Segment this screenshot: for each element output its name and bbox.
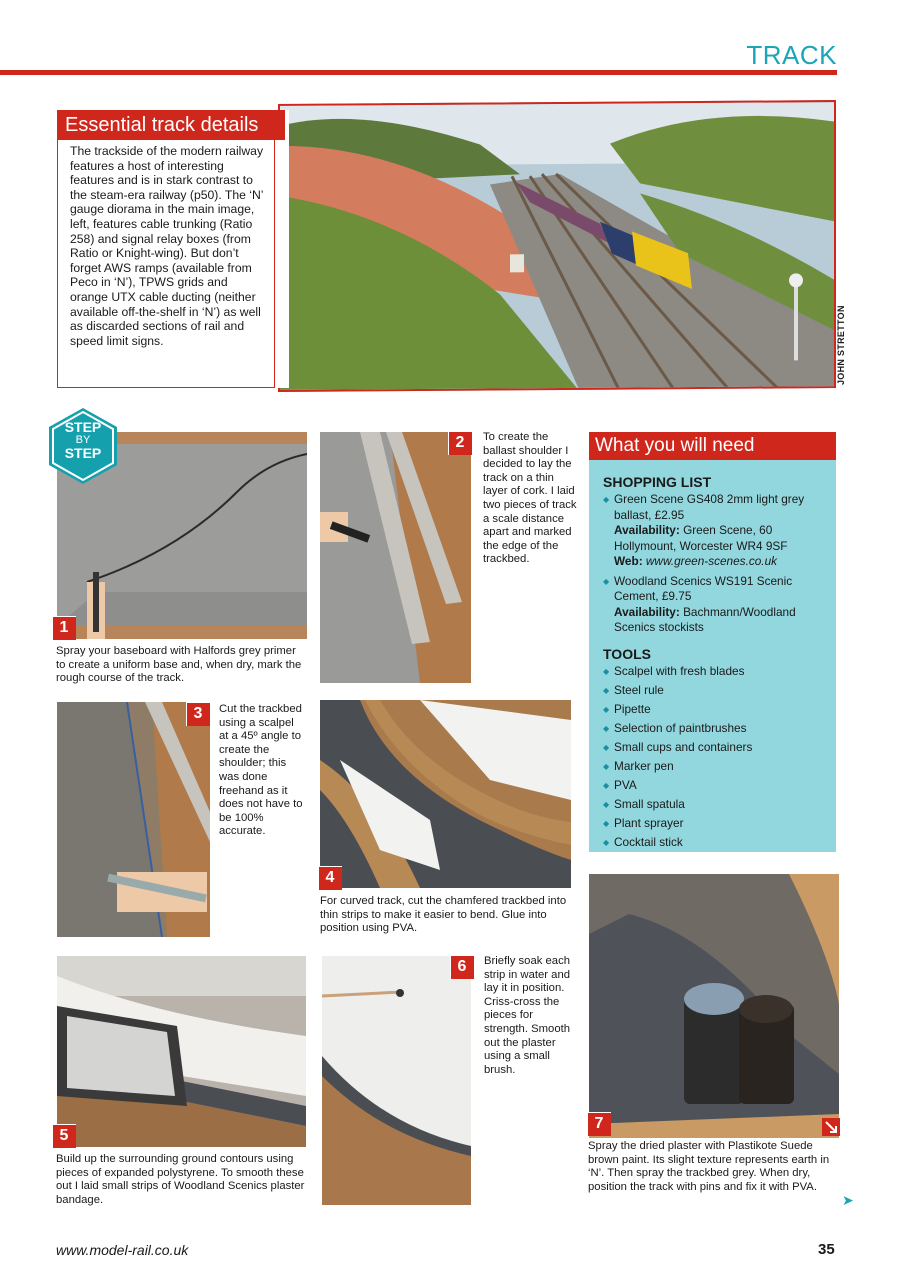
tool-item: ◆ Pipette <box>603 702 826 718</box>
shopping-list <box>603 492 826 636</box>
tool-item: ◆ Scalpel with fresh blades <box>603 664 826 680</box>
intro-title: Essential track details <box>57 110 285 140</box>
hero-photo <box>278 100 836 392</box>
step-4-caption: For curved track, cut the chamfered trackbed into thin strips to make it easier to bend. Glue into position using PVA. <box>320 895 567 935</box>
tool-item: ◆ Marker pen <box>603 759 826 775</box>
web-value[interactable]: www.green-scenes.co.uk <box>645 554 778 568</box>
shopping-item-name: ◆ Green Scene GS408 2mm light grey ballast, £2.95 <box>614 492 805 522</box>
tool-item: ◆ Small cups and containers <box>603 740 826 756</box>
header-rule <box>0 70 837 75</box>
tool-item: ◆ Selection of paintbrushes <box>603 721 826 737</box>
photo-credit: JOHN STRETTON <box>836 305 846 385</box>
web-label: Web: <box>614 554 643 568</box>
step-2-number: 2 <box>448 431 472 455</box>
shopping-item-name: ◆ Woodland Scenics WS191 Scenic Cement, £9.75 <box>614 573 793 603</box>
step-5-number: 5 <box>52 1124 76 1148</box>
step-6-caption: Briefly soak each strip in water and lay it in position. Criss-cross the pieces for strength. Smooth out the plaster using a small brush. <box>484 955 571 1076</box>
continue-arrow-icon: ➤ <box>842 1192 854 1208</box>
badge-step-top: STEP <box>64 419 102 435</box>
step-2-photo <box>320 432 471 683</box>
tool-item: ◆ Cocktail stick <box>603 835 826 851</box>
availability-value: Green Scene, 60 Hollymount, Worcester WR4 9SF <box>614 523 788 553</box>
step-3-photo <box>57 702 210 937</box>
availability-label: Availability: <box>614 604 680 619</box>
availability-label: Availability: <box>614 523 680 537</box>
tools-list <box>603 664 826 851</box>
step-2-caption: To create the ballast shoulder I decided to lay the track on a thin layer of cork. I laid two pieces of track a scale distance apart and marked the edge of the trackbed. <box>483 431 577 566</box>
step-1-caption: Spray your baseboard with Halfords grey primer to create a uniform base and, when dry, mark the rough course of the track. <box>56 645 302 685</box>
step-3-number: 3 <box>186 702 210 726</box>
tools-heading: TOOLS <box>603 645 651 662</box>
tool-item: ◆ Steel rule <box>603 683 826 699</box>
tool-item: ◆ PVA <box>603 778 826 794</box>
section-tag: TRACK <box>746 40 837 70</box>
tool-item: ◆ Small spatula <box>603 797 826 813</box>
step-4-photo <box>320 700 571 888</box>
step-7-photo <box>589 874 839 1138</box>
badge-text <box>49 420 117 460</box>
need-title: What you will need <box>589 432 836 460</box>
badge-step-bottom: STEP <box>64 445 102 461</box>
availability-value: Bachmann/Woodland Scenics stockists <box>614 604 796 634</box>
shopping-item <box>603 574 826 636</box>
step-7-caption: Spray the dried plaster with Plastikote Suede brown paint. Its slight texture represents earth in ‘N’. Then spray the trackbed grey. When dry, position the track with pins and fix it with PVA. <box>588 1140 830 1193</box>
step-5-caption: Build up the surrounding ground contours using pieces of expanded polystyrene. To smooth these out I laid small strips of Woodland Scenics plaster bandage. <box>56 1153 305 1206</box>
footer-url[interactable]: www.model-rail.co.uk <box>56 1242 189 1258</box>
step-5-photo <box>57 956 306 1147</box>
tool-item: ◆ Plant sprayer <box>603 816 826 832</box>
step-6-photo <box>322 956 471 1205</box>
step-1-number: 1 <box>52 616 76 640</box>
step-7-number: 7 <box>587 1112 611 1136</box>
need-box <box>589 460 836 852</box>
shopping-item <box>603 492 826 570</box>
page-number: 35 <box>818 1241 835 1258</box>
intro-body: The trackside of the modern railway features a host of interesting features and is in stark contrast to the steam-era railway (p50). The ‘N’ gauge diorama in the main image, left, features cable trunking (Ratio 258) and signal relay boxes (from Ratio or Knight-wing). But don’t forget AWS ramps (available from Peco in ‘N’), TPWS grids and orange UTX cable ducting (neither available off-the-shelf in ‘N’) as well as discarded sections of rail and speed limit signs. <box>57 140 275 388</box>
step-6-number: 6 <box>450 955 474 979</box>
badge-by: BY <box>75 434 91 446</box>
shopping-list-heading: SHOPPING LIST <box>603 474 712 490</box>
step-4-number: 4 <box>318 866 342 890</box>
step-3-caption: Cut the trackbed using a scalpel at a 45º angle to create the shoulder; this was done freehand as it does not have to be 100% accurate. <box>219 703 303 838</box>
diagonal-arrow-icon <box>822 1118 840 1136</box>
